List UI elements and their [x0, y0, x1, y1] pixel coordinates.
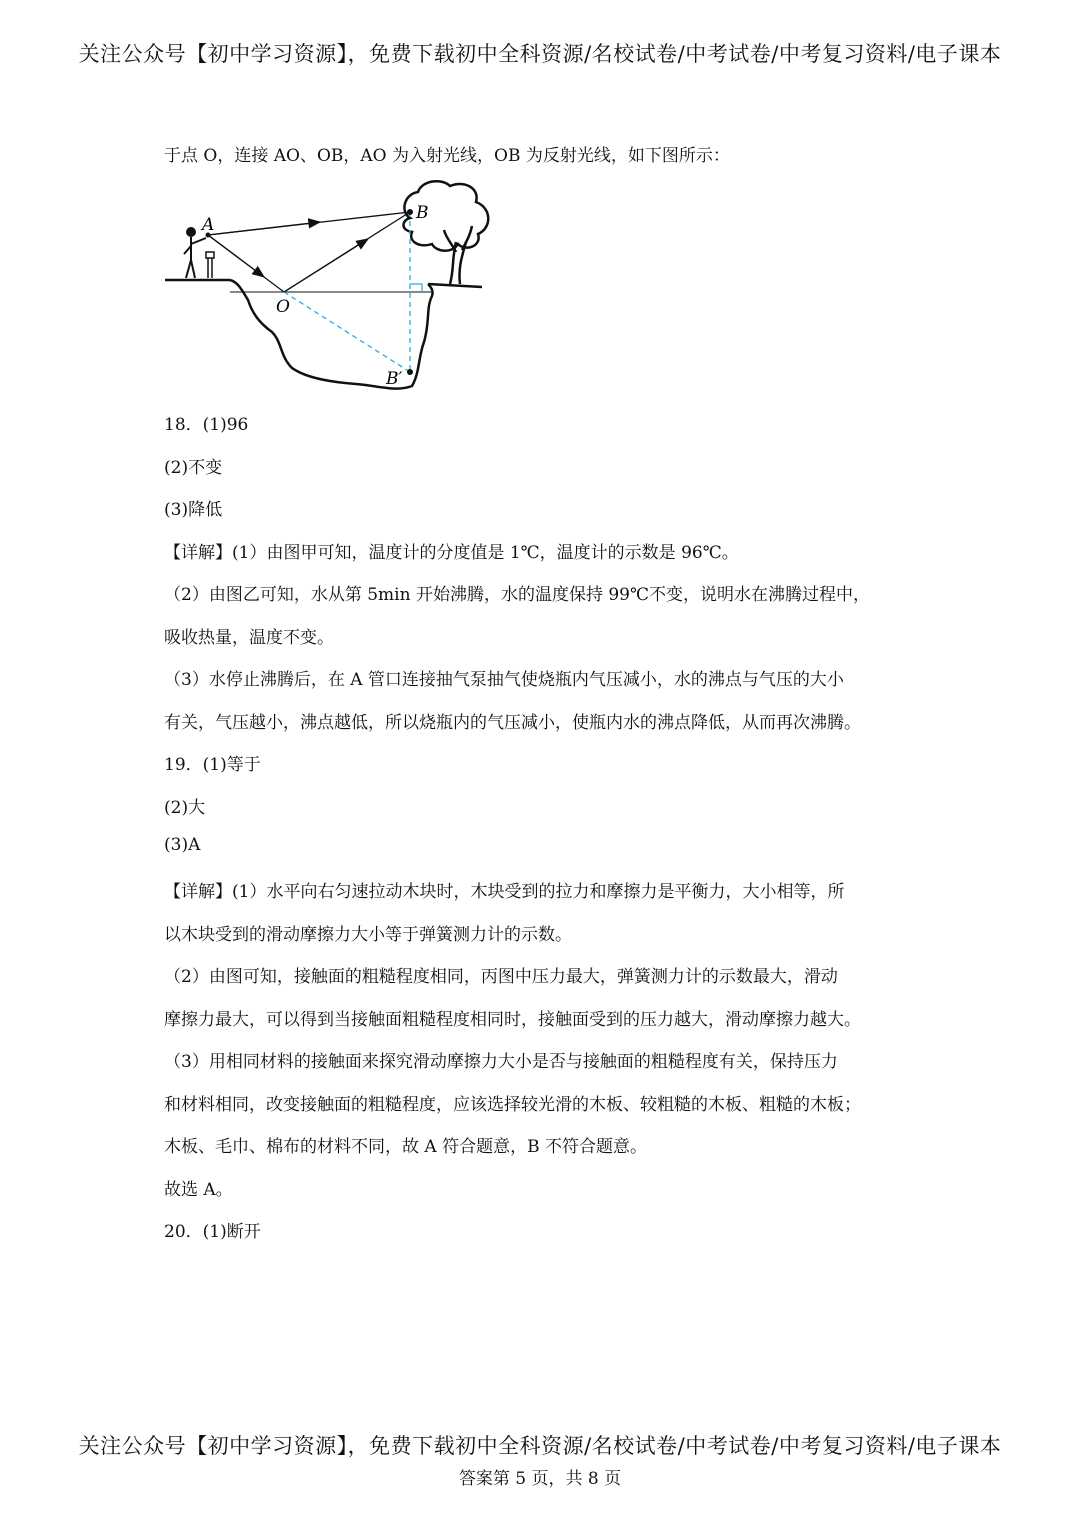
point-B [407, 209, 413, 215]
answer-19-1: 19．(1)等于 [164, 755, 261, 775]
explanation-19-1a: 【详解】(1）水平向右匀速拉动木块时，木块受到的拉力和摩擦力是平衡力，大小相等，所 [164, 882, 845, 902]
explanation-18-1: 【详解】(1）由图甲可知，温度计的分度值是 1℃，温度计的示数是 96℃。 [164, 543, 739, 563]
explanation-19-3a: （3）用相同材料的接触面来探究滑动摩擦力大小是否与接触面的粗糙程度有关，保持压力 [164, 1052, 838, 1072]
intro-line: 于点 O，连接 AO、OB，AO 为入射光线，OB 为反射光线，如下图所示： [164, 146, 730, 166]
page-number: 答案第 5 页，共 8 页 [458, 1469, 622, 1489]
ground-right [428, 284, 482, 287]
explanation-19-2a: （2）由图可知，接触面的粗糙程度相同，丙图中压力最大，弹簧测力计的示数最大，滑动 [164, 967, 838, 987]
explanation-19-3b: 和材料相同，改变接触面的粗糙程度，应该选择较光滑的木板、较粗糙的木板、粗糙的木板； [164, 1095, 861, 1115]
answer-18-3: (3)降低 [164, 500, 223, 520]
label-B-prime: B′ [386, 369, 403, 389]
answer-19-3: (3)A [164, 835, 201, 855]
tree-icon [404, 181, 489, 284]
answer-19-2: (2)大 [164, 798, 206, 818]
dashed-O-Bprime [284, 292, 410, 372]
explanation-19-2b: 摩擦力最大，可以得到当接触面粗糙程度相同时，接触面受到的压力越大，滑动摩擦力越大。 [164, 1010, 861, 1030]
label-A: A [202, 215, 215, 235]
reflection-diagram [160, 172, 500, 402]
label-O: O [276, 297, 290, 317]
ray-A-B-arrow [208, 222, 320, 235]
right-angle-mark [410, 284, 422, 292]
label-B: B [416, 203, 429, 223]
reflected-ray-arrow [284, 239, 368, 292]
explanation-18-2b: 吸收热量，温度不变。 [164, 628, 334, 648]
explanation-18-3a: （3）水停止沸腾后，在 A 管口连接抽气泵抽气使烧瓶内气压减小，水的沸点与气压的大小 [164, 670, 844, 690]
point-B-prime [407, 369, 413, 375]
answer-18-2: (2)不变 [164, 458, 223, 478]
footer-banner: 关注公众号【初中学习资源】，免费下载初中全科资源/名校试卷/中考试卷/中考复习资料/电子课本 [78, 1434, 1002, 1458]
answer-20-1: 20．(1)断开 [164, 1222, 261, 1242]
explanation-19-1b: 以木块受到的滑动摩擦力大小等于弹簧测力计的示数。 [164, 925, 572, 945]
answer-18-1: 18．(1)96 [164, 415, 249, 435]
header-banner: 关注公众号【初中学习资源】，免费下载初中全科资源/名校试卷/中考试卷/中考复习资料/电子课本 [78, 42, 1002, 66]
post-icon [206, 252, 214, 278]
explanation-18-2a: （2）由图乙可知，水从第 5min 开始沸腾，水的温度保持 99℃不变，说明水在沸腾过程中， [164, 585, 870, 605]
explanation-18-3b: 有关，气压越小，沸点越低，所以烧瓶内的气压减小，使瓶内水的沸点降低，从而再次沸腾。 [164, 713, 861, 733]
conclusion-19: 故选 A。 [164, 1180, 233, 1200]
explanation-19-3c: 木板、毛巾、棉布的材料不同，故 A 符合题意，B 不符合题意。 [164, 1137, 647, 1157]
incident-ray-arrow [208, 235, 264, 277]
